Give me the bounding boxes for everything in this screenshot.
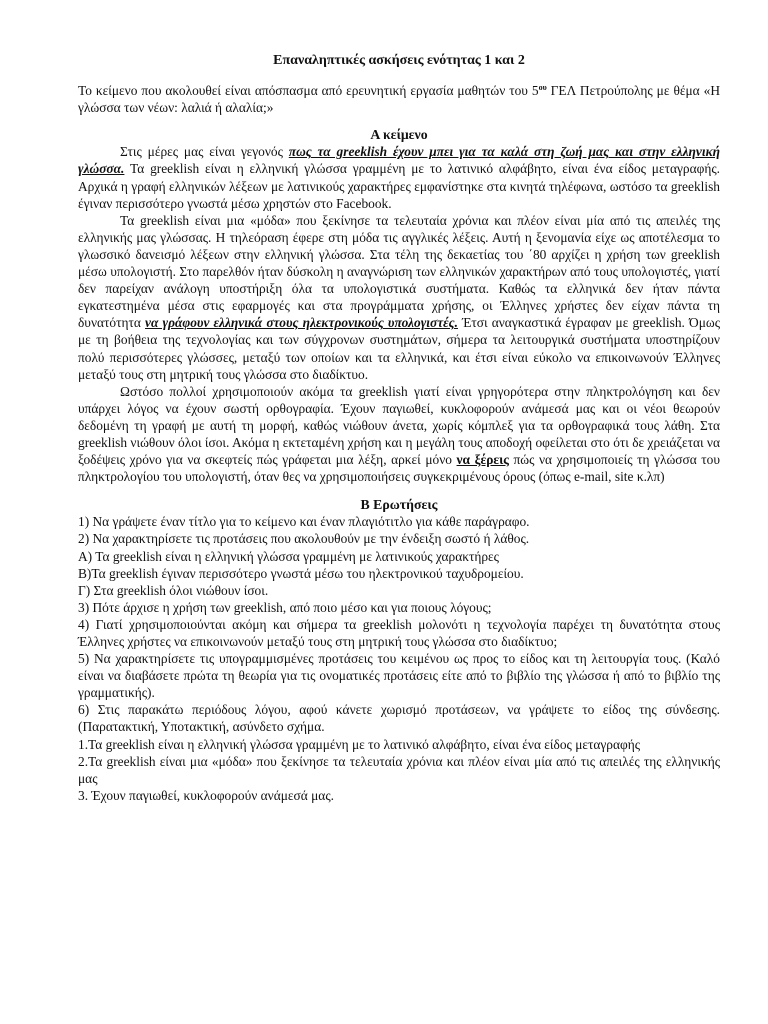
paragraph-3 [78,383,720,486]
question-item: 6) Στις παρακάτω περιόδους λόγου, αφού κάνετε χωρισμό προτάσεων, να γράψετε το είδος της σύνδεσης. (Παρατακτική, Υποτακτική, ασύνδετο σχήμα. [78,702,720,735]
underlined-sentence-1: πως τα greeklish έχουν μπει για τα καλά στη ζωή μας και στην ελληνική γλώσσα. [78,144,721,177]
document-title: Επαναληπτικές ασκήσεις ενότητας 1 και 2 [273,53,525,68]
question-item: 2) Να χαρακτηρίσετε τις προτάσεις που ακολουθούν με την ένδειξη σωστό ή λάθος. [78,531,530,547]
intro-text: Το κείμενο που ακολουθεί είναι απόσπασμα από ερευνητική εργασία μαθητών του 5 [78,83,539,99]
question-item: 2.Τα greeklish είναι μια «μόδα» που ξεκίνησε τα τελευταία χρόνια και πλέον είναι μία από τις απειλές της ελληνικής μας [78,753,720,786]
question-item: 1) Να γράψετε έναν τίτλο για το κείμενο και έναν πλαγιότιτλο για κάθε παράγραφο. [78,514,530,530]
question-item: 4) Γιατί χρησιμοποιούνται ακόμη και σήμερα τα greeklish μολονότι η τεχνολογία παρέχει τη δυνατότητα στους Έλληνες χρήστες να επικοινωνούν μεταξύ τους στη μητρική τους γλώσσα στο διαδίκτυο; [78,616,720,649]
intro-text-end: ΓΕΛ Πετρούπολης με θέμα «Η γλώσσα των νέων: λαλιά ή αλαλία;» [78,83,720,116]
paragraph-1-lead: Στις μέρες μας είναι γεγονός [120,144,289,160]
question-item: Γ) Στα greeklish όλοι νιώθουν ίσοι. [78,582,269,598]
paragraph-2 [78,212,720,383]
underlined-sentence-2: να γράφουν ελληνικά στους ηλεκτρονικούς υπολογιστές. [145,315,458,331]
document-page [78,52,720,804]
paragraph-3-rest: πώς να χρησιμοποιείς τη γλώσσα του πληκτρολογίου του υπολογιστή, όταν θες να χρησιμοποιήσεις συγκεκριμένους όρους (όπως e-mail, site κ.λπ) [78,452,720,485]
intro-paragraph [78,79,720,116]
paragraph-3-lead: Ωστόσο πολλοί χρησιμοποιούν ακόμα τα greeklish γιατί είναι γρηγορότερα στην πληκτρολόγηση και δεν υπάρχει λόγος να έχουν σωστή ορθογραφία. Έχουν παγιωθεί, κυκλοφορούν ανάμεσά μας και οι νέοι θεωρούν δεδομένη τη γραφή με αυτή τη μορφή, καθώς νιώθουν άνετα, χωρίς κόμπλεξ για τα ορθογραφικά τους λάθη. Στα greeklish νιώθουν όλοι ίσοι. Ακόμα η εκτεταμένη χρήση και η μεγάλη τους αποδοχή οφείλεται στο ότι δε χρειάζεται να ξοδέψεις χρόνο για να σκεφτείς πώς γράφεται μια λέξη, αρκεί μόνο [78,383,720,468]
section-a-heading: Α κείμενο [370,127,428,143]
paragraph-1 [78,143,720,211]
question-item: 1.Τα greeklish είναι η ελληνική γλώσσα γραμμένη με το λατινικό αλφάβητο, είναι ένα είδος μεταγραφής [78,736,641,752]
question-item: 3) Πότε άρχισε η χρήση των greeklish, από ποιο μέσο και για ποιους λόγους; [78,599,492,615]
underlined-sentence-3: να ξέρεις [456,452,509,468]
question-item: 5) Να χαρακτηρίσετε τις υπογραμμισμένες προτάσεις του κειμένου ως προς το είδος και τη λειτουργία τους. (Καλό είναι να διαβάσετε πρώτα τη θεωρία για τις ονοματικές προτάσεις είτε από το βιβλίο της γλώσσα ή από το βιβλίο της γραμματικής). [78,651,720,701]
paragraph-1-rest: Τα greeklish είναι η ελληνική γλώσσα γραμμένη με το λατινικό αλφάβητο, είναι ένα είδος μεταγραφής. Αρχικά η γραφή ελληνικών λέξεων με λατινικούς χαρακτήρες εμφανίστηκε στα κινητά τηλέφωνα, ωστόσο τα greeklish έγιναν περισσότερο γνωστά μέσω χρηστών στο Facebook. [78,161,720,211]
question-item: Α) Τα greeklish είναι η ελληνική γλώσσα γραμμένη με λατινικούς χαρακτήρες [78,548,499,564]
paragraph-2-rest: Έτσι αναγκαστικά έγραφαν με greeklish. Όμως με τη βοήθεια της τεχνολογίας και των σύγχρονων συστημάτων, σήμερα τα λειτουργικά συστήματα υποστηρίζουν πολύ περισσότερες γλώσσες, μεταξύ των οποίων και τα ελληνικά, και έτσι είναι εύκολο να επικοινωνούν Έλληνες μεταξύ τους στη μητρική τους γλώσσα στο διαδίκτυο. [78,315,721,382]
questions-list [78,513,720,804]
intro-superscript: ου [538,83,547,93]
paragraph-2-lead: Τα greeklish είναι μια «μόδα» που ξεκίνησε τα τελευταία χρόνια και πλέον είναι μία από τις απειλές της ελληνικής μας γλώσσας. Η τηλεόραση έφερε στη μόδα τις αγγλικές λέξεις. Αυτή η ξενομανία είχε ως αποτέλεσμα το γλωσσικό δανεισμό λέξεων στην ελληνική γλώσσα. Στα τέλη της δεκαετίας του ΄80 αρχίζει η χρήση των greeklish μέσω υπολογιστή. Στο παρελθόν ήταν δύσκολη η αναγνώριση των ελληνικών χαρακτήρων από τους υπολογιστές, γιατί δεν παρείχαν ανάλογη υποστήριξη όλα τα υπολογιστικά συστήματα. Καθώς τα ελληνικά δεν ήταν πάντα εγκατεστημένα μέσα στις εφαρμογές και στα προγράμματα χρήσης, οι Έλληνες χρήστες δεν είχαν πάντα τη δυνατότητα [78,212,720,331]
question-item: 3. Έχουν παγιωθεί, κυκλοφορούν ανάμεσά μας. [78,787,334,803]
question-item: Β)Τα greeklish έγιναν περισσότερο γνωστά μέσω του ηλεκτρονικού ταχυδρομείου. [78,565,524,581]
section-b-heading: Β Ερωτήσεις [360,497,438,513]
